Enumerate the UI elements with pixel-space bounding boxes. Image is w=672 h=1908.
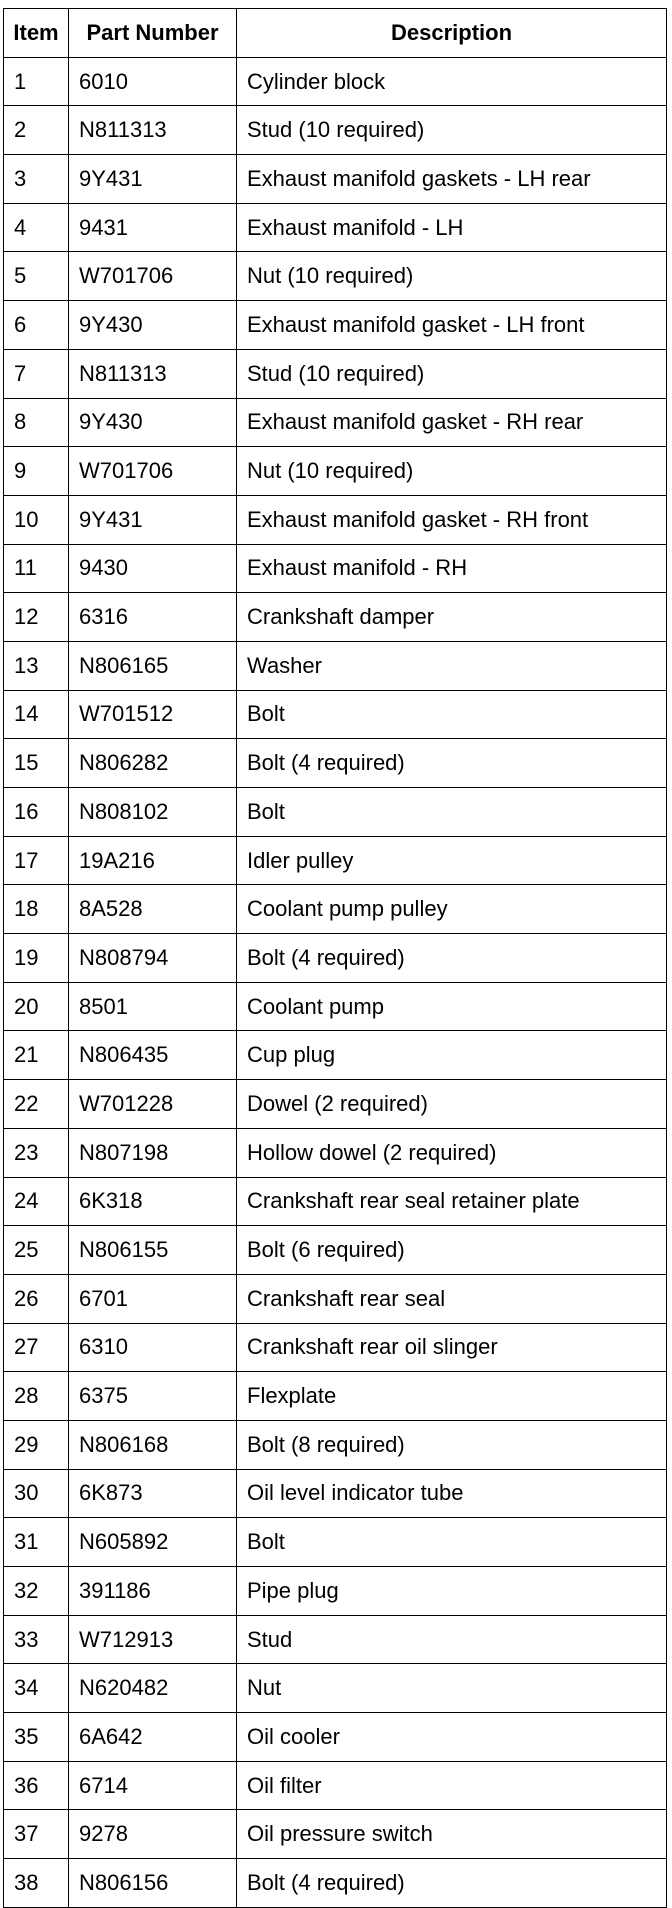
- item-number-cell: 11: [4, 544, 69, 593]
- item-number-cell: 14: [4, 690, 69, 739]
- part-number-cell: N806282: [69, 739, 237, 788]
- part-number-cell: N620482: [69, 1664, 237, 1713]
- description-cell: Idler pulley: [237, 836, 667, 885]
- part-number-cell: 9Y430: [69, 398, 237, 447]
- item-number-cell: 3: [4, 155, 69, 204]
- part-number-cell: 6010: [69, 57, 237, 106]
- table-row: [4, 1080, 667, 1129]
- part-number-cell: W701228: [69, 1080, 237, 1129]
- part-number-cell: 9Y431: [69, 155, 237, 204]
- description-cell: Bolt: [237, 788, 667, 837]
- description-cell: Oil filter: [237, 1761, 667, 1810]
- table-row: [4, 934, 667, 983]
- description-cell: Nut (10 required): [237, 447, 667, 496]
- part-number-cell: 9Y431: [69, 495, 237, 544]
- item-number-cell: 21: [4, 1031, 69, 1080]
- description-cell: Nut: [237, 1664, 667, 1713]
- description-cell: Bolt (4 required): [237, 739, 667, 788]
- description-cell: Exhaust manifold - LH: [237, 203, 667, 252]
- table-row: [4, 1177, 667, 1226]
- item-number-cell: 17: [4, 836, 69, 885]
- description-cell: Oil pressure switch: [237, 1810, 667, 1859]
- item-number-cell: 22: [4, 1080, 69, 1129]
- item-number-cell: 9: [4, 447, 69, 496]
- item-number-cell: 13: [4, 641, 69, 690]
- table-row: [4, 1372, 667, 1421]
- description-cell: Cup plug: [237, 1031, 667, 1080]
- part-number-cell: N806435: [69, 1031, 237, 1080]
- item-number-cell: 32: [4, 1567, 69, 1616]
- item-number-cell: 2: [4, 106, 69, 155]
- table-row: [4, 398, 667, 447]
- description-cell: Coolant pump pulley: [237, 885, 667, 934]
- table-row: [4, 301, 667, 350]
- part-number-cell: W712913: [69, 1615, 237, 1664]
- description-cell: Bolt: [237, 1518, 667, 1567]
- item-number-cell: 34: [4, 1664, 69, 1713]
- document-page: [0, 8, 672, 1895]
- table-body: [4, 57, 667, 1907]
- part-number-cell: 6K873: [69, 1469, 237, 1518]
- description-cell: Bolt (6 required): [237, 1226, 667, 1275]
- item-number-cell: 5: [4, 252, 69, 301]
- item-number-cell: 29: [4, 1420, 69, 1469]
- item-number-cell: 25: [4, 1226, 69, 1275]
- table-row: [4, 1518, 667, 1567]
- description-cell: Oil cooler: [237, 1713, 667, 1762]
- item-number-cell: 33: [4, 1615, 69, 1664]
- description-cell: Exhaust manifold gasket - RH front: [237, 495, 667, 544]
- table-row: [4, 447, 667, 496]
- table-row: [4, 690, 667, 739]
- table-row: [4, 641, 667, 690]
- item-number-cell: 8: [4, 398, 69, 447]
- item-number-cell: 28: [4, 1372, 69, 1421]
- table-row: [4, 57, 667, 106]
- item-number-cell: 26: [4, 1274, 69, 1323]
- table-row: [4, 155, 667, 204]
- part-number-cell: N806155: [69, 1226, 237, 1275]
- description-cell: Stud (10 required): [237, 349, 667, 398]
- description-cell: Coolant pump: [237, 982, 667, 1031]
- table-row: [4, 885, 667, 934]
- table-row: [4, 495, 667, 544]
- item-number-cell: 31: [4, 1518, 69, 1567]
- description-cell: Bolt (8 required): [237, 1420, 667, 1469]
- part-number-cell: N806165: [69, 641, 237, 690]
- table-header-row: [4, 9, 667, 58]
- description-cell: Exhaust manifold gaskets - LH rear: [237, 155, 667, 204]
- part-number-cell: 9431: [69, 203, 237, 252]
- item-number-cell: 27: [4, 1323, 69, 1372]
- table-row: [4, 252, 667, 301]
- table-row: [4, 1420, 667, 1469]
- part-number-cell: 6375: [69, 1372, 237, 1421]
- part-number-cell: 9278: [69, 1810, 237, 1859]
- part-number-cell: N808794: [69, 934, 237, 983]
- description-cell: Stud: [237, 1615, 667, 1664]
- description-cell: Bolt: [237, 690, 667, 739]
- description-cell: Exhaust manifold gasket - RH rear: [237, 398, 667, 447]
- table-row: [4, 739, 667, 788]
- table-row: [4, 1713, 667, 1762]
- item-number-cell: 1: [4, 57, 69, 106]
- header-item: Item: [4, 9, 69, 58]
- part-number-cell: W701512: [69, 690, 237, 739]
- table-row: [4, 1323, 667, 1372]
- part-number-cell: W701706: [69, 447, 237, 496]
- item-number-cell: 15: [4, 739, 69, 788]
- item-number-cell: 38: [4, 1859, 69, 1908]
- part-number-cell: N806168: [69, 1420, 237, 1469]
- description-cell: Bolt (4 required): [237, 934, 667, 983]
- part-number-cell: N807198: [69, 1128, 237, 1177]
- item-number-cell: 7: [4, 349, 69, 398]
- table-row: [4, 106, 667, 155]
- description-cell: Oil level indicator tube: [237, 1469, 667, 1518]
- table-row: [4, 1274, 667, 1323]
- parts-table: [3, 8, 667, 1908]
- table-row: [4, 1664, 667, 1713]
- part-number-cell: 9430: [69, 544, 237, 593]
- table-row: [4, 203, 667, 252]
- description-cell: Exhaust manifold - RH: [237, 544, 667, 593]
- part-number-cell: N811313: [69, 106, 237, 155]
- item-number-cell: 24: [4, 1177, 69, 1226]
- table-row: [4, 1810, 667, 1859]
- description-cell: Crankshaft rear seal: [237, 1274, 667, 1323]
- part-number-cell: N808102: [69, 788, 237, 837]
- table-row: [4, 1226, 667, 1275]
- item-number-cell: 20: [4, 982, 69, 1031]
- table-row: [4, 593, 667, 642]
- table-row: [4, 1761, 667, 1810]
- part-number-cell: 6K318: [69, 1177, 237, 1226]
- header-description: Description: [237, 9, 667, 58]
- part-number-cell: 19A216: [69, 836, 237, 885]
- part-number-cell: 8A528: [69, 885, 237, 934]
- table-row: [4, 788, 667, 837]
- item-number-cell: 35: [4, 1713, 69, 1762]
- description-cell: Crankshaft damper: [237, 593, 667, 642]
- description-cell: Crankshaft rear oil slinger: [237, 1323, 667, 1372]
- table-row: [4, 1859, 667, 1908]
- table-row: [4, 1128, 667, 1177]
- table-row: [4, 349, 667, 398]
- description-cell: Pipe plug: [237, 1567, 667, 1616]
- description-cell: Crankshaft rear seal retainer plate: [237, 1177, 667, 1226]
- item-number-cell: 4: [4, 203, 69, 252]
- table-row: [4, 1567, 667, 1616]
- table-row: [4, 544, 667, 593]
- table-row: [4, 1615, 667, 1664]
- part-number-cell: 9Y430: [69, 301, 237, 350]
- item-number-cell: 12: [4, 593, 69, 642]
- table-row: [4, 1031, 667, 1080]
- description-cell: Exhaust manifold gasket - LH front: [237, 301, 667, 350]
- item-number-cell: 16: [4, 788, 69, 837]
- part-number-cell: 8501: [69, 982, 237, 1031]
- description-cell: Washer: [237, 641, 667, 690]
- item-number-cell: 18: [4, 885, 69, 934]
- table-row: [4, 836, 667, 885]
- description-cell: Bolt (4 required): [237, 1859, 667, 1908]
- item-number-cell: 19: [4, 934, 69, 983]
- header-part-number: Part Number: [69, 9, 237, 58]
- part-number-cell: 6A642: [69, 1713, 237, 1762]
- part-number-cell: 391186: [69, 1567, 237, 1616]
- description-cell: Cylinder block: [237, 57, 667, 106]
- item-number-cell: 23: [4, 1128, 69, 1177]
- item-number-cell: 6: [4, 301, 69, 350]
- part-number-cell: W701706: [69, 252, 237, 301]
- item-number-cell: 37: [4, 1810, 69, 1859]
- description-cell: Flexplate: [237, 1372, 667, 1421]
- table-row: [4, 982, 667, 1031]
- part-number-cell: N811313: [69, 349, 237, 398]
- description-cell: Dowel (2 required): [237, 1080, 667, 1129]
- part-number-cell: 6714: [69, 1761, 237, 1810]
- item-number-cell: 36: [4, 1761, 69, 1810]
- part-number-cell: 6310: [69, 1323, 237, 1372]
- part-number-cell: N806156: [69, 1859, 237, 1908]
- table-row: [4, 1469, 667, 1518]
- part-number-cell: N605892: [69, 1518, 237, 1567]
- part-number-cell: 6316: [69, 593, 237, 642]
- item-number-cell: 30: [4, 1469, 69, 1518]
- description-cell: Nut (10 required): [237, 252, 667, 301]
- part-number-cell: 6701: [69, 1274, 237, 1323]
- description-cell: Hollow dowel (2 required): [237, 1128, 667, 1177]
- description-cell: Stud (10 required): [237, 106, 667, 155]
- item-number-cell: 10: [4, 495, 69, 544]
